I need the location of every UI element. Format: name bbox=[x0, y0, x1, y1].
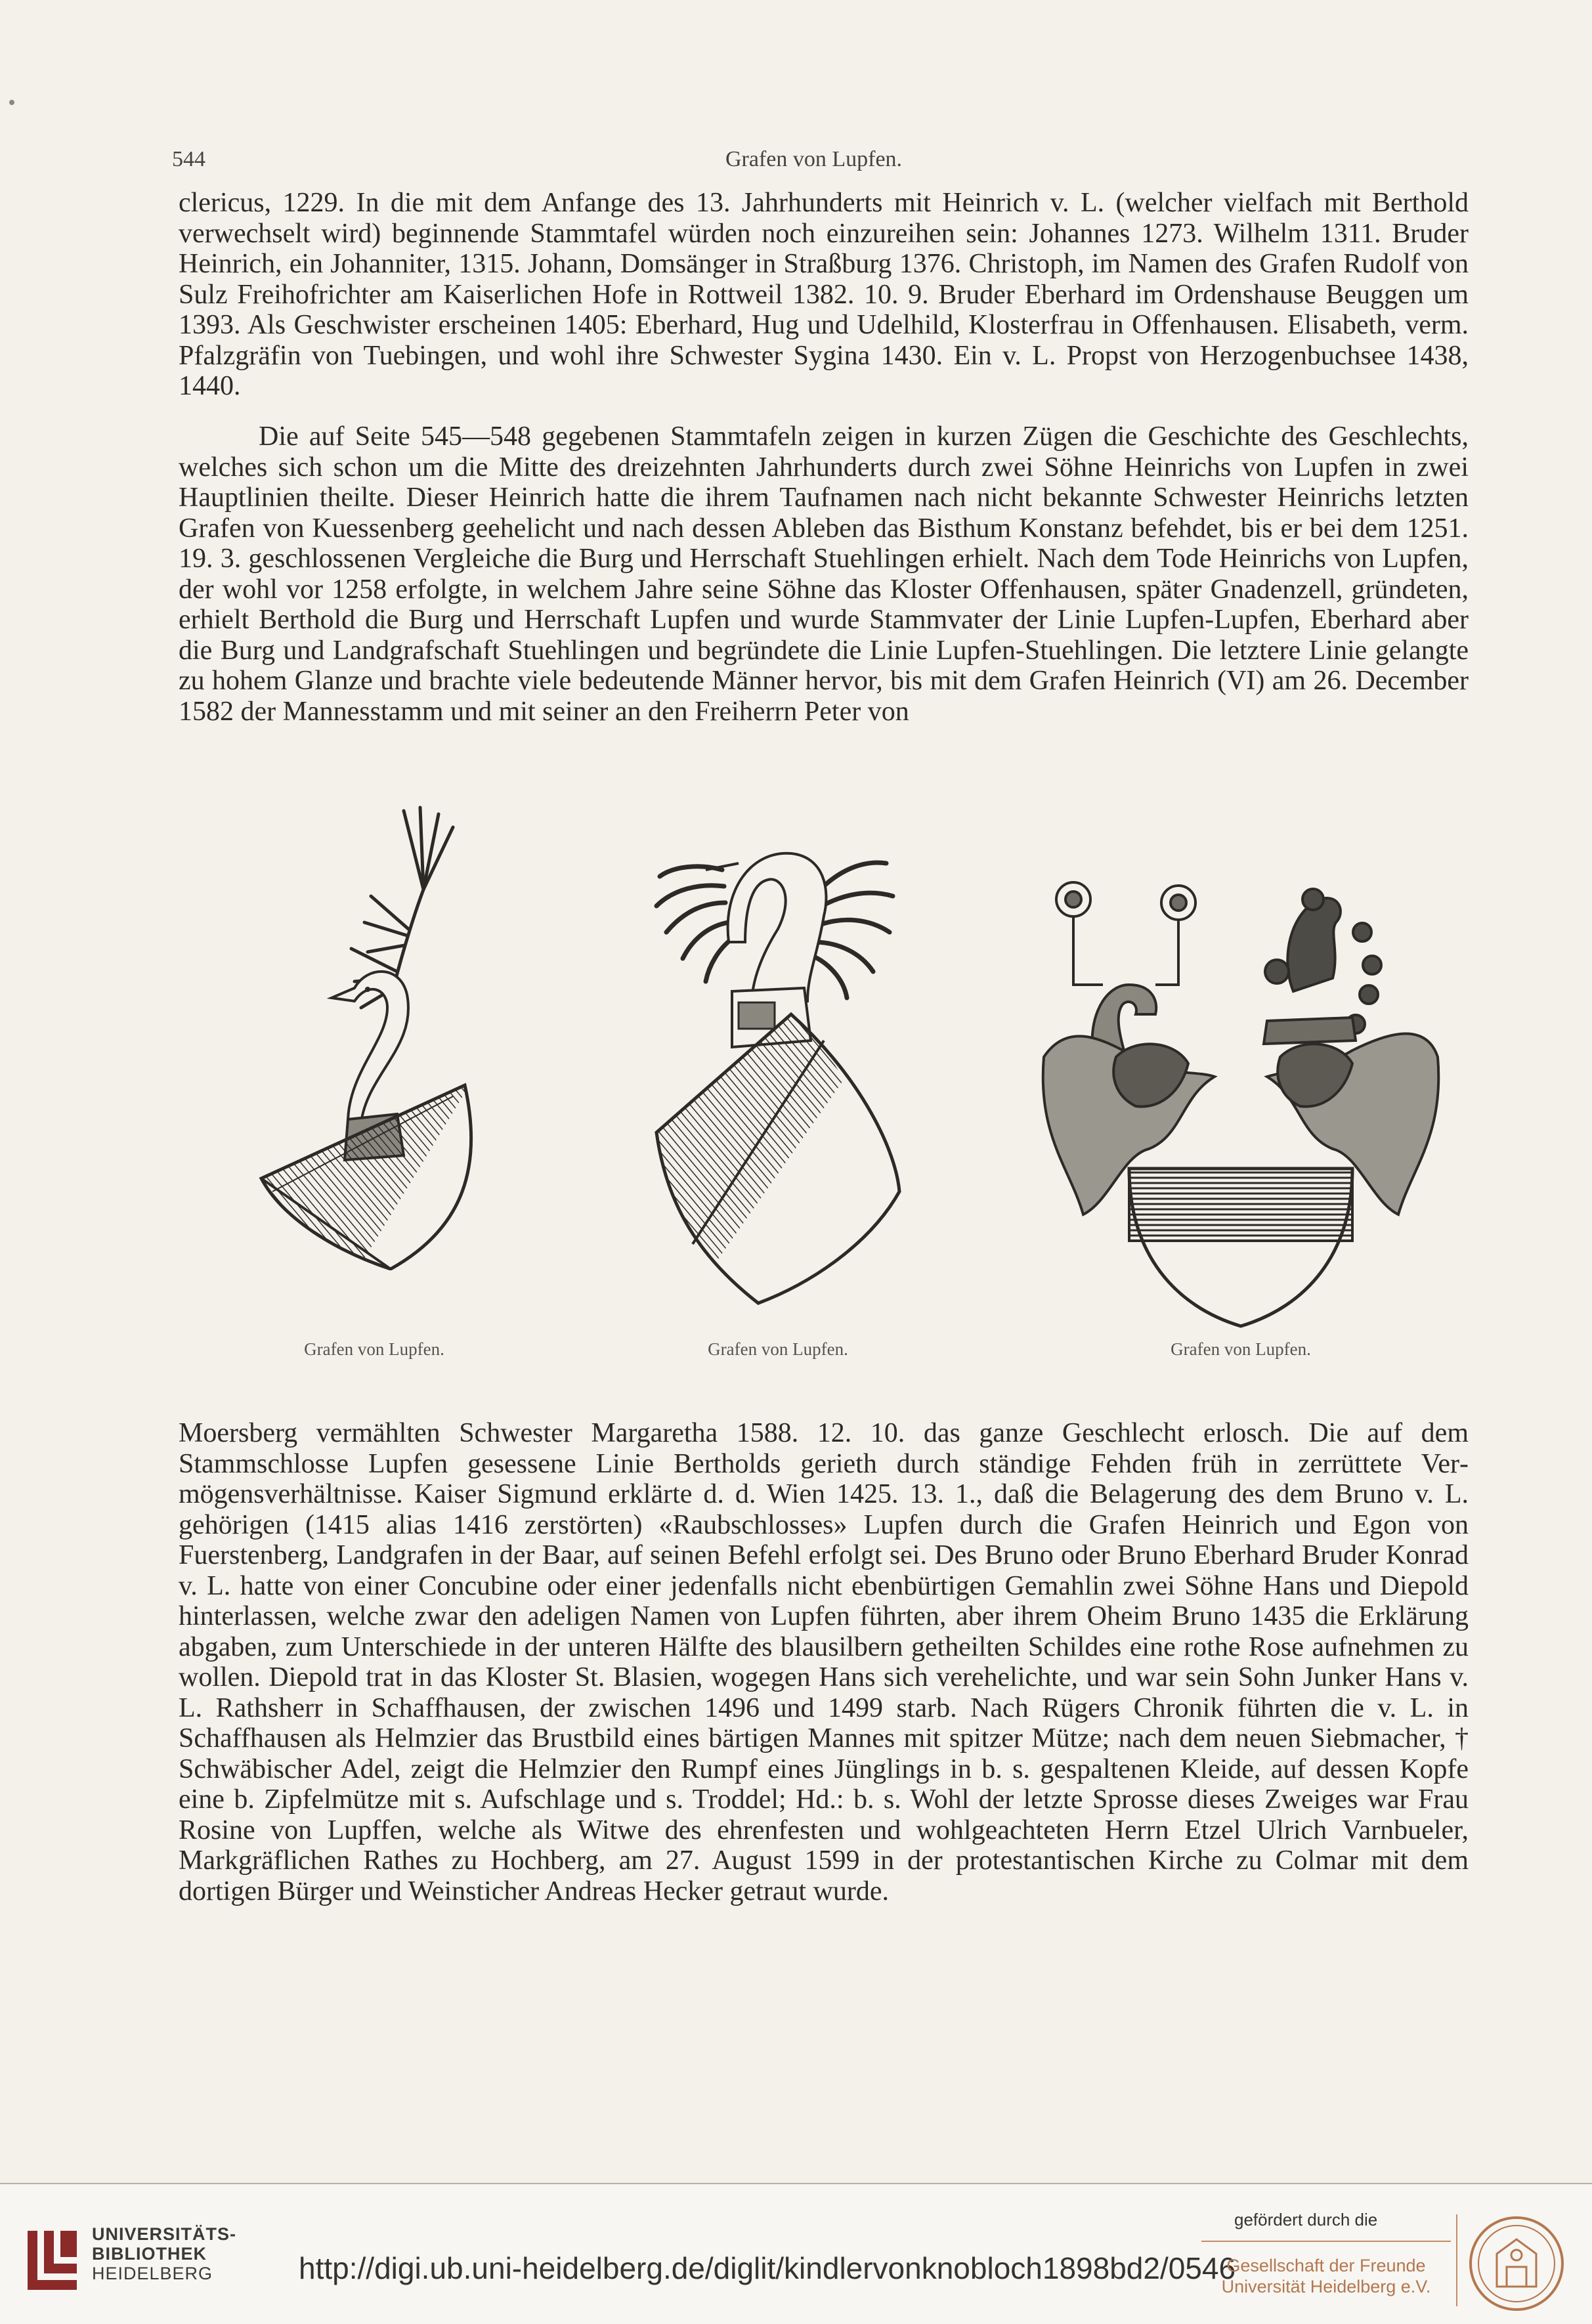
coat-of-arms-2 bbox=[647, 824, 909, 1310]
university-library-logo-icon bbox=[14, 2224, 87, 2296]
coat-of-arms-3 bbox=[1031, 860, 1451, 1333]
caption-3: Grafen von Lupfen. bbox=[1171, 1339, 1311, 1359]
sponsor-rule bbox=[1201, 2241, 1451, 2242]
library-line-2: BIBLIOTHEK bbox=[92, 2244, 207, 2264]
digital-object-url[interactable]: http://digi.ub.uni-heidelberg.de/diglit/kindlervonknobloch1898bd2/0546 bbox=[299, 2251, 1236, 2285]
caption-1: Grafen von Lupfen. bbox=[304, 1339, 444, 1359]
footer bbox=[0, 2185, 1592, 2324]
university-library-name bbox=[92, 2224, 236, 2283]
running-title: Grafen von Lupfen. bbox=[725, 147, 903, 171]
coat-of-arms-2-drawing bbox=[647, 824, 909, 1310]
library-line-1: UNIVERSITÄTS- bbox=[92, 2224, 237, 2244]
margin-speck bbox=[9, 100, 14, 105]
sponsor-line-1: Gesellschaft der Freunde bbox=[1226, 2256, 1426, 2275]
sponsor-name bbox=[1201, 2255, 1451, 2297]
coat-of-arms-1-drawing bbox=[256, 798, 492, 1270]
library-line-3: HEIDELBERG bbox=[92, 2264, 213, 2283]
sponsor-divider bbox=[1456, 2214, 1457, 2306]
paragraph-2: Die auf Seite 545—548 gegebenen Stammtafeln zeigen in kurzen Zügen die Geschichte des Geschlechts, welches sich schon um die Mitte des dreizehnten Jahrhunderts durch zwei Söhne Heinrichs von Lupfen in zwei Hauptlinien theilte. Dieser Heinrich hatte die ihrem Taufnamen nach nicht bekannte Schwester Heinrichs letzten Grafen von Kuessenberg geehelicht und nach dessen Ableben das Bisthum Konstanz befehdet, bis er bei dem 1251. 19. 3. geschlossenen Vergleiche die Burg und Herrschaft Stuehlingen erhielt. Nach dem Tode Heinrichs von Lupfen, der wohl vor 1258 erfolgte, in welchem Jahre seine Söhne das Kloster Offenhausen, später Gnadenzell, gründeten, erhielt Berthold die Burg und Herrschaft Lupfen und wurde Stammvater der Linie Lupfen-Lupfen, Eberhard aber die Burg und Landgrafschaft Stuehlingen und begründete die Linie Lupfen-Stuehlingen. Die letztere Linie gelangte zu hohem Glanze und brachte viele bedeutende Männer hervor, bis mit dem Grafen Heinrich (VI) am 26. December 1582 der Mannesstamm und mit seiner an den Freiherrn Peter von bbox=[179, 421, 1469, 727]
paragraph-1: clericus, 1229. In die mit dem Anfange des 13. Jahrhunderts mit Heinrich v. L. (welcher vielfach mit Berthold verwechselt wird) beginnende Stammtafel würden noch einzureihen sein: Johannes 1273. Wilhelm 1311. Bruder Heinrich, ein Johanniter, 1315. Johann, Domsänger in Straßburg 1376. Christoph, im Namen des Grafen Rudolf von Sulz Freihofrichter am Kaiserlichen Hofe in Rottweil 1382. 10. 9. Bruder Eberhard im Ordenshause Beuggen um 1393. Als Geschwister erscheinen 1405: Eberhard, Hug und Udelhild, Klosterfrau in Offenhausen. Elisabeth, verm. Pfalzgräfin von Tuebingen, und wohl ihre Schwester Sygina 1430. Ein v. L. Propst von Herzogenbuchsee 1438, 1440. bbox=[179, 188, 1469, 401]
sponsor-label: gefördert durch die bbox=[1234, 2210, 1378, 2229]
caption-2: Grafen von Lupfen. bbox=[708, 1339, 848, 1359]
coat-of-arms-1 bbox=[256, 798, 492, 1270]
society-seal-icon bbox=[1467, 2214, 1566, 2313]
sponsor-line-2: Universität Heidelberg e.V. bbox=[1221, 2277, 1431, 2296]
footer-rule bbox=[0, 2183, 1592, 2184]
paragraph-3: Moersberg vermählten Schwester Margaretha 1588. 12. 10. das ganze Geschlecht erlosch. Die auf dem Stammschlosse Lupfen gesessene Linie Bertholds gerieth durch ständige Fehden früh in zerrüttete Vermögensverhältnisse. Kaiser Sigmund erklärte d. d. Wien 1425. 13. 1., daß die Belagerung des dem Bruno v. L. gehörigen (1415 alias 1416 zerstörten) «Raubschlosses» Lupfen durch die Grafen Heinrich und Egon von Fuerstenberg, Landgrafen in der Baar, auf seinen Befehl erfolgt sei. Des Bruno oder Bruno Eberhard Bruder Konrad v. L. hatte von einer Concubine oder einer jedenfalls nicht ebenbürtigen Gemahlin zwei Söhne Hans und Diepold hinterlassen, welche zwar den adeligen Namen von Lupfen führten, aber ihrem Oheim Bruno 1435 die Erklärung abgaben, zum Unterschiede in der unteren Hälfte des blausilbern getheilten Schildes eine rothe Rose aufnehmen zu wollen. Diepold trat in das Kloster St. Blasien, wogegen Hans sich verehelichte, und war sein Sohn Junker Hans v. L. Rathsherr in Schaffhausen, der zwischen 1496 und 1499 starb. Nach Rügers Chronik führten die v. L. in Schaffhausen als Helmzier das Brustbild eines bärtigen Mannes mit spitzer Mütze; nach dem neuen Siebmacher, † Schwäbischer Adel, zeigt die Helmzier den Rumpf eines Jünglings in b. s. gespaltenen Kleide, auf dessen Kopfe eine b. Zipfelmütze mit s. Aufschlage und s. Troddel; Hd.: b. s. Wohl der letzte Sprosse dieses Zweiges war Frau Rosine von Lupffen, welche als Witwe des ehrenfesten und wohlgeachteten Herrn Etzel Ulrich Varnbueler, Markgräflichen Rathes zu Hochberg, am 27. August 1599 in der protestantischen Kirche zu Colmar mit dem dortigen Bürger und Weinsticher Andreas Hecker getraut wurde. bbox=[179, 1418, 1469, 1906]
page-header bbox=[172, 147, 1455, 180]
coat-of-arms-3-drawing bbox=[1031, 860, 1451, 1333]
page-number: 544 bbox=[172, 147, 205, 171]
